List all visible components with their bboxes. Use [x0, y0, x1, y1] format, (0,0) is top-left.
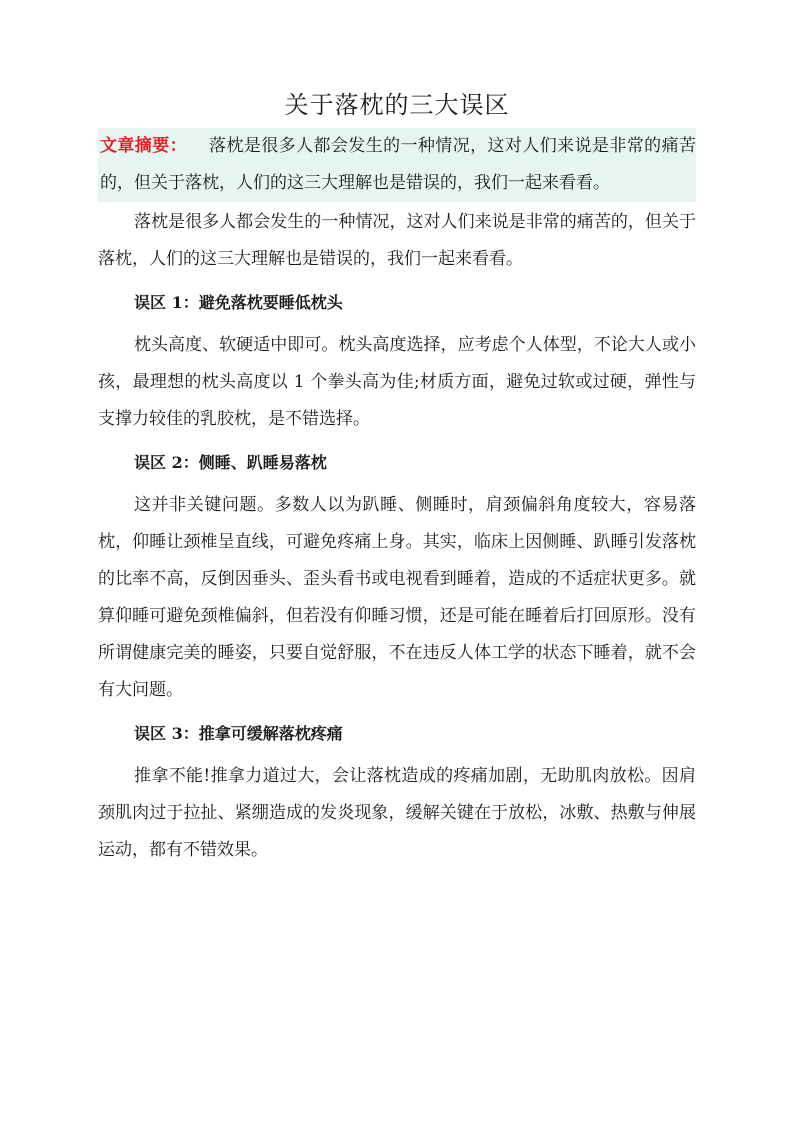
document-page [98, 88, 696, 869]
section-body-1: 枕头高度、软硬适中即可。枕头高度选择，应考虑个人体型，不论大人或小孩，最理想的枕头高度以 1 个拳头高为佳;材质方面，避免过软或过硬，弹性与支撑力较佳的乳胶枕，是不错选择。 [98, 335, 696, 429]
article-abstract [98, 128, 696, 202]
abstract-text: 落枕是很多人都会发生的一种情况，这对人们来说是非常的痛苦的，但关于落枕，人们的这三大理解也是错误的，我们一起来看看。 [100, 136, 696, 193]
section-heading-1: 误区 1：避免落枕要睡低枕头 [134, 293, 343, 312]
abstract-label: 文章摘要： [100, 136, 188, 156]
intro-paragraph: 落枕是很多人都会发生的一种情况，这对人们来说是非常的痛苦的，但关于落枕，人们的这三大理解也是错误的，我们一起来看看。 [98, 212, 696, 269]
section-heading-3: 误区 3：推拿可缓解落枕疼痛 [134, 724, 343, 743]
section-body-3: 推拿不能!推拿力道过大，会让落枕造成的疼痛加剧，无助肌肉放松。因肩颈肌肉过于拉扯、紧绷造成的发炎现象，缓解关键在于放松，冰敷、热敷与伸展运动，都有不错效果。 [98, 766, 696, 860]
section-body-2: 这并非关键问题。多数人以为趴睡、侧睡时，肩颈偏斜角度较大，容易落枕，仰睡让颈椎呈直线，可避免疼痛上身。其实，临床上因侧睡、趴睡引发落枕的比率不高，反倒因垂头、歪头看书或电视看到睡着，造成的不适症状更多。就算仰睡可避免颈椎偏斜，但若没有仰睡习惯，还是可能在睡着后打回原形。没有所谓健康完美的睡姿，只要自觉舒服，不在违反人体工学的状态下睡着，就不会有大问题。 [98, 495, 696, 700]
section-heading-2: 误区 2：侧睡、趴睡易落枕 [134, 453, 327, 472]
document-title: 关于落枕的三大误区 [284, 91, 510, 119]
